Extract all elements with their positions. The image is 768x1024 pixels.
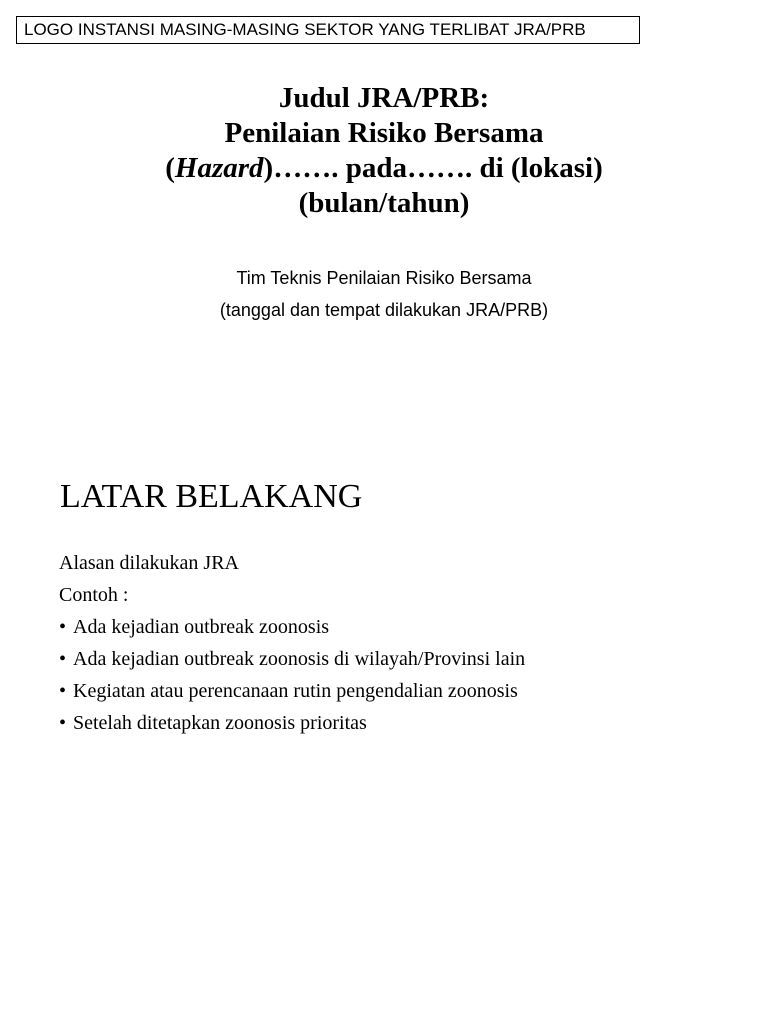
bullet-icon: • [59, 616, 67, 638]
logo-placeholder-text: LOGO INSTANSI MASING-MASING SEKTOR YANG TERLIBAT JRA/PRB [24, 20, 586, 39]
title-line-3 [0, 151, 768, 186]
list-item [59, 643, 739, 675]
document-title [0, 81, 768, 221]
title-open-paren: ( [165, 152, 175, 184]
team-name: Tim Teknis Penilaian Risiko Bersama [236, 268, 532, 288]
title-hazard-word: Hazard [174, 152, 264, 184]
example-label: Contoh : [59, 584, 129, 606]
list-item [59, 707, 739, 739]
bullet-icon: • [59, 648, 67, 670]
list-item-text: Setelah ditetapkan zoonosis prioritas [73, 712, 367, 734]
list-item [59, 675, 739, 707]
list-item-text: Ada kejadian outbreak zoonosis di wilayah/Provinsi lain [73, 648, 526, 670]
document-subtitle [0, 262, 768, 326]
bullet-list [59, 611, 739, 739]
date-place: (tanggal dan tempat dilakukan JRA/PRB) [219, 300, 549, 320]
title-line-4: (bulan/tahun) [298, 187, 470, 219]
logo-placeholder-box [16, 16, 640, 44]
list-item [59, 611, 739, 643]
title-line-2: Penilaian Risiko Bersama [224, 117, 544, 149]
title-line-1: Judul JRA/PRB: [278, 82, 490, 114]
section-body [59, 547, 739, 739]
bullet-icon: • [59, 680, 67, 702]
section-heading: LATAR BELAKANG [60, 478, 363, 515]
title-line-3-rest: )……. pada……. di (lokasi) [263, 152, 603, 184]
reason-text: Alasan dilakukan JRA [59, 552, 239, 574]
bullet-icon: • [59, 712, 67, 734]
list-item-text: Kegiatan atau perencanaan rutin pengendalian zoonosis [73, 680, 518, 702]
list-item-text: Ada kejadian outbreak zoonosis [73, 616, 330, 638]
